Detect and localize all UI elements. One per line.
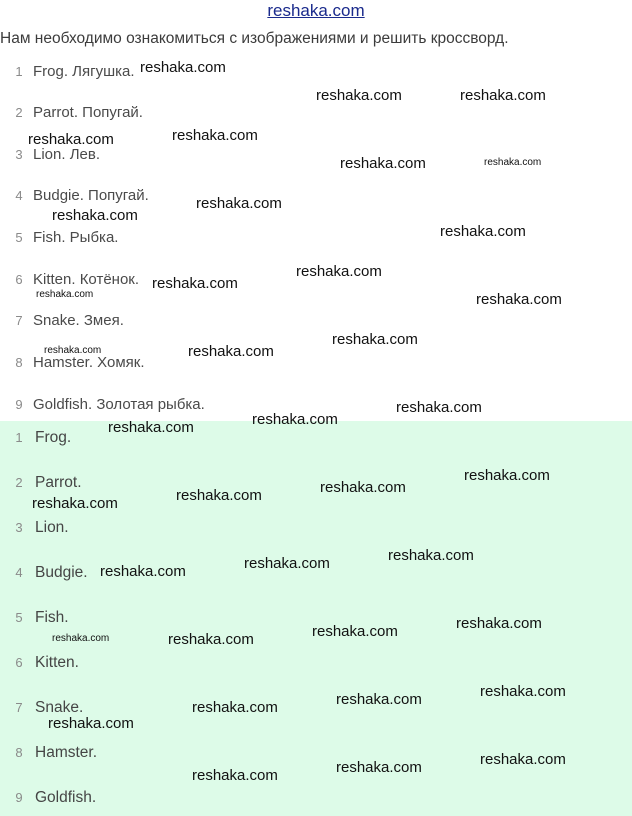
item-text: Goldfish. <box>35 789 97 806</box>
item-number: 5 <box>15 610 23 625</box>
intro-text: Нам необходимо ознакомиться с изображениями и решить кроссворд. <box>0 30 509 47</box>
watermark: reshaka.com <box>456 615 542 632</box>
watermark: reshaka.com <box>192 699 278 716</box>
item-text: Hamster. <box>35 744 98 761</box>
item-text: Budgie. <box>35 564 88 581</box>
watermark: reshaka.com <box>100 563 186 580</box>
watermark: reshaka.com <box>244 555 330 572</box>
watermark: reshaka.com <box>460 87 546 104</box>
item-number: 1 <box>15 64 23 79</box>
item-text: Lion. Лев. <box>33 146 101 163</box>
watermark: reshaka.com <box>252 411 338 428</box>
watermark: reshaka.com <box>336 759 422 776</box>
item-text: Lion. <box>35 519 69 536</box>
item-number: 4 <box>15 565 23 580</box>
watermark: reshaka.com <box>484 157 542 168</box>
watermark: reshaka.com <box>28 131 114 148</box>
watermark: reshaka.com <box>196 195 282 212</box>
item-text: Kitten. <box>35 654 79 671</box>
watermark: reshaka.com <box>476 291 562 308</box>
watermark: reshaka.com <box>44 345 102 356</box>
item-number: 9 <box>15 397 23 412</box>
watermark: reshaka.com <box>108 419 194 436</box>
watermark: reshaka.com <box>312 623 398 640</box>
item-number: 8 <box>15 745 23 760</box>
item-number: 9 <box>15 790 23 805</box>
watermark: reshaka.com <box>336 691 422 708</box>
item-text: Frog. <box>35 429 72 446</box>
watermark: reshaka.com <box>332 331 418 348</box>
item-text: Parrot. Попугай. <box>33 104 143 121</box>
item-number: 6 <box>15 272 23 287</box>
watermark: reshaka.com <box>176 487 262 504</box>
watermark: reshaka.com <box>192 767 278 784</box>
item-text: Parrot. <box>35 474 82 491</box>
watermark: reshaka.com <box>168 631 254 648</box>
item-text: Snake. <box>35 699 84 716</box>
item-number: 2 <box>15 105 23 120</box>
watermark: reshaka.com <box>464 467 550 484</box>
watermark: reshaka.com <box>316 87 402 104</box>
watermark: reshaka.com <box>32 495 118 512</box>
watermark: reshaka.com <box>36 289 94 300</box>
item-text: Frog. Лягушка. <box>33 63 135 80</box>
item-text: Snake. Змея. <box>33 312 124 329</box>
watermark: reshaka.com <box>52 207 138 224</box>
watermark: reshaka.com <box>48 715 134 732</box>
watermark: reshaka.com <box>320 479 406 496</box>
watermark: reshaka.com <box>340 155 426 172</box>
item-text: Goldfish. Золотая рыбка. <box>33 396 205 413</box>
watermark: reshaka.com <box>52 633 110 644</box>
item-text: Hamster. Хомяк. <box>33 354 145 371</box>
watermark: reshaka.com <box>480 683 566 700</box>
watermark: reshaka.com <box>140 59 226 76</box>
item-number: 6 <box>15 655 23 670</box>
item-number: 7 <box>15 313 23 328</box>
item-number: 7 <box>15 700 23 715</box>
item-number: 5 <box>15 230 23 245</box>
item-number: 4 <box>15 188 23 203</box>
watermark: reshaka.com <box>152 275 238 292</box>
watermark: reshaka.com <box>480 751 566 768</box>
watermark: reshaka.com <box>188 343 274 360</box>
watermark: reshaka.com <box>296 263 382 280</box>
item-number: 1 <box>15 430 23 445</box>
watermark: reshaka.com <box>440 223 526 240</box>
item-number: 3 <box>15 147 23 162</box>
watermark: reshaka.com <box>172 127 258 144</box>
item-text: Budgie. Попугай. <box>33 187 149 204</box>
item-text: Fish. <box>35 609 69 626</box>
item-number: 3 <box>15 520 23 535</box>
item-number: 8 <box>15 355 23 370</box>
item-number: 2 <box>15 475 23 490</box>
watermark: reshaka.com <box>396 399 482 416</box>
item-text: Kitten. Котёнок. <box>33 271 140 288</box>
item-text: Fish. Рыбка. <box>33 229 119 246</box>
site-link[interactable]: reshaka.com <box>267 1 365 20</box>
watermark: reshaka.com <box>388 547 474 564</box>
